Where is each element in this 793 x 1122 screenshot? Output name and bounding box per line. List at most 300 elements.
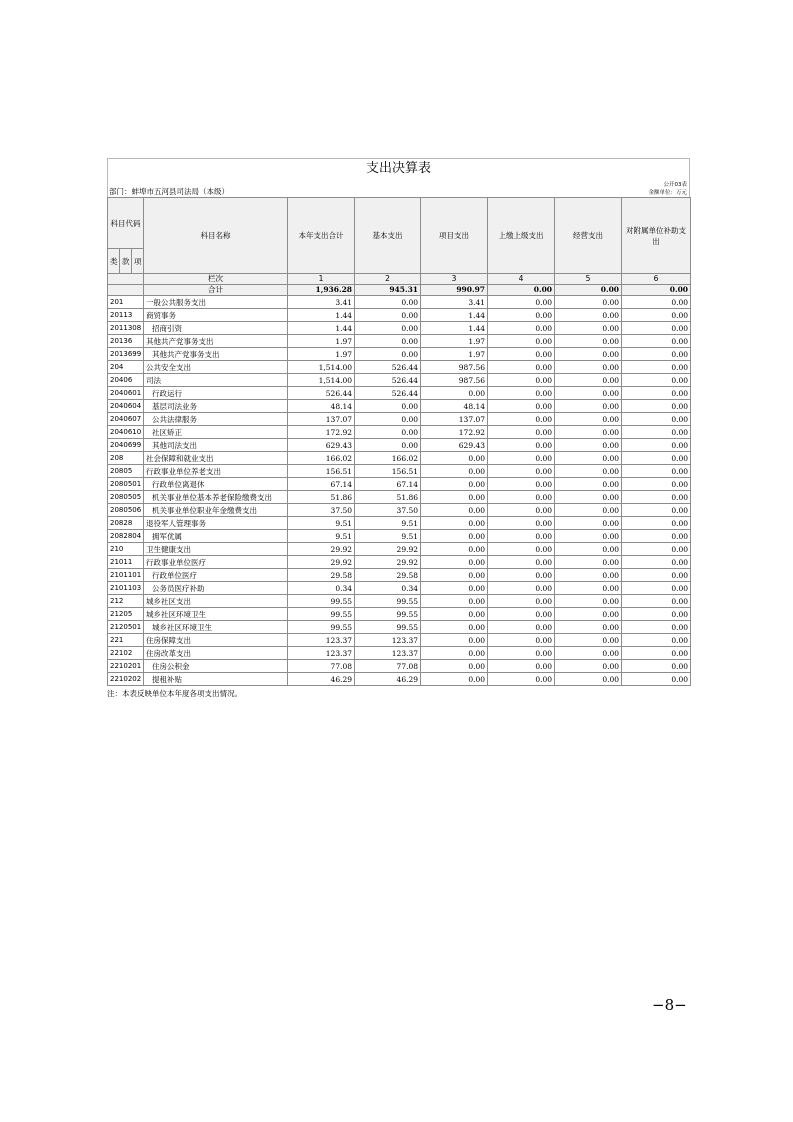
subject-name: 行政事业单位养老支出	[144, 465, 288, 478]
amount-cell: 0.00	[488, 465, 555, 478]
amount-cell: 0.00	[622, 504, 691, 517]
amount-cell: 526.44	[288, 387, 355, 400]
header-subsidy: 对附属单位补助支出	[622, 198, 691, 274]
amount-cell: 629.43	[421, 439, 488, 452]
amount-cell: 1.97	[288, 348, 355, 361]
amount-cell: 29.92	[355, 556, 421, 569]
amount-cell: 0.00	[355, 439, 421, 452]
amount-cell: 0.00	[622, 413, 691, 426]
subject-code: 2120501	[108, 621, 144, 634]
subject-code: 22102	[108, 647, 144, 660]
header-business: 经营支出	[555, 198, 622, 274]
amount-cell: 0.00	[488, 400, 555, 413]
subject-name: 行政运行	[144, 387, 288, 400]
amount-cell: 123.37	[288, 647, 355, 660]
amount-cell: 0.00	[555, 660, 622, 673]
amount-cell: 0.00	[488, 556, 555, 569]
form-number: 公开03表	[663, 182, 687, 188]
amount-cell: 0.00	[622, 595, 691, 608]
amount-cell: 123.37	[355, 634, 421, 647]
amount-cell: 29.58	[288, 569, 355, 582]
total-value: 0.00	[488, 285, 555, 296]
amount-cell: 0.00	[555, 530, 622, 543]
column-number: 6	[622, 274, 691, 285]
amount-cell: 48.14	[288, 400, 355, 413]
header-total: 本年支出合计	[288, 198, 355, 274]
amount-cell: 0.00	[622, 582, 691, 595]
page-number: −8−	[652, 996, 687, 1014]
amount-cell: 0.00	[421, 647, 488, 660]
subject-name: 住房公积金	[144, 660, 288, 673]
amount-cell: 1.44	[421, 309, 488, 322]
table-row	[108, 504, 691, 517]
amount-cell: 0.00	[488, 530, 555, 543]
amount-unit: 金额单位：万元	[648, 190, 687, 196]
amount-cell: 0.00	[355, 335, 421, 348]
amount-cell: 0.00	[555, 322, 622, 335]
amount-cell: 0.00	[622, 478, 691, 491]
amount-cell: 0.00	[488, 361, 555, 374]
amount-cell: 0.00	[488, 413, 555, 426]
subject-name: 提租补贴	[144, 673, 288, 686]
amount-cell: 0.00	[421, 478, 488, 491]
amount-cell: 0.00	[488, 543, 555, 556]
subject-code: 2080505	[108, 491, 144, 504]
amount-cell: 0.34	[355, 582, 421, 595]
subject-name: 其他共产党事务支出	[144, 348, 288, 361]
amount-cell: 166.02	[355, 452, 421, 465]
amount-cell: 0.00	[555, 309, 622, 322]
amount-cell: 99.55	[288, 608, 355, 621]
footnote: 注：本表反映单位本年度各项支出情况。	[107, 689, 242, 698]
table-row	[108, 621, 691, 634]
column-number: 5	[555, 274, 622, 285]
amount-cell: 987.56	[421, 374, 488, 387]
amount-cell: 1,514.00	[288, 374, 355, 387]
amount-cell: 0.00	[622, 608, 691, 621]
amount-cell: 0.00	[488, 491, 555, 504]
amount-cell: 0.00	[555, 543, 622, 556]
amount-cell: 1.44	[421, 322, 488, 335]
amount-cell: 3.41	[421, 296, 488, 309]
subject-code: 221	[108, 634, 144, 647]
amount-cell: 0.00	[622, 387, 691, 400]
amount-cell: 46.29	[355, 673, 421, 686]
amount-cell: 0.00	[488, 582, 555, 595]
subject-name: 司法	[144, 374, 288, 387]
amount-cell: 0.00	[555, 621, 622, 634]
amount-cell: 9.51	[288, 530, 355, 543]
amount-cell: 172.92	[421, 426, 488, 439]
total-value: 990.97	[421, 285, 488, 296]
amount-cell: 29.92	[355, 543, 421, 556]
expenditure-sheet	[107, 158, 690, 699]
subject-name: 其他共产党事务支出	[144, 335, 288, 348]
amount-cell: 0.34	[288, 582, 355, 595]
amount-cell: 137.07	[421, 413, 488, 426]
amount-cell: 0.00	[622, 621, 691, 634]
amount-cell: 0.00	[555, 647, 622, 660]
table-row	[108, 452, 691, 465]
amount-cell: 0.00	[488, 634, 555, 647]
amount-cell: 9.51	[355, 530, 421, 543]
subject-name: 其他司法支出	[144, 439, 288, 452]
subject-code: 21205	[108, 608, 144, 621]
subject-name: 行政事业单位医疗	[144, 556, 288, 569]
subject-code: 2013699	[108, 348, 144, 361]
column-number: 1	[288, 274, 355, 285]
amount-cell: 0.00	[355, 426, 421, 439]
amount-cell: 0.00	[555, 348, 622, 361]
amount-cell: 0.00	[488, 387, 555, 400]
subject-code: 20406	[108, 374, 144, 387]
subject-code: 20828	[108, 517, 144, 530]
amount-cell: 0.00	[488, 439, 555, 452]
subject-name: 一般公共服务支出	[144, 296, 288, 309]
amount-cell: 123.37	[355, 647, 421, 660]
amount-cell: 0.00	[421, 621, 488, 634]
subject-code: 204	[108, 361, 144, 374]
amount-cell: 0.00	[488, 504, 555, 517]
amount-cell: 0.00	[421, 556, 488, 569]
total-value: 0.00	[555, 285, 622, 296]
amount-cell: 0.00	[555, 478, 622, 491]
amount-cell: 629.43	[288, 439, 355, 452]
amount-cell: 0.00	[421, 530, 488, 543]
amount-cell: 0.00	[555, 400, 622, 413]
amount-cell: 99.55	[355, 608, 421, 621]
subject-name: 公共法律服务	[144, 413, 288, 426]
amount-cell: 0.00	[488, 647, 555, 660]
amount-cell: 0.00	[622, 634, 691, 647]
amount-cell: 0.00	[355, 322, 421, 335]
amount-cell: 0.00	[555, 413, 622, 426]
amount-cell: 1.97	[421, 335, 488, 348]
amount-cell: 0.00	[488, 621, 555, 634]
subject-name: 城乡社区支出	[144, 595, 288, 608]
amount-cell: 0.00	[555, 504, 622, 517]
amount-cell: 0.00	[421, 387, 488, 400]
subject-name: 城乡社区环境卫生	[144, 608, 288, 621]
table-row	[108, 335, 691, 348]
amount-cell: 0.00	[421, 504, 488, 517]
amount-cell: 526.44	[355, 361, 421, 374]
table-row	[108, 309, 691, 322]
table-row	[108, 374, 691, 387]
amount-cell: 0.00	[488, 322, 555, 335]
amount-cell: 46.29	[288, 673, 355, 686]
amount-cell: 1.44	[288, 309, 355, 322]
amount-cell: 0.00	[622, 309, 691, 322]
amount-cell: 99.55	[355, 621, 421, 634]
amount-cell: 0.00	[421, 452, 488, 465]
table-row	[108, 530, 691, 543]
total-value: 0.00	[622, 285, 691, 296]
amount-cell: 0.00	[421, 582, 488, 595]
subject-name: 城乡社区环境卫生	[144, 621, 288, 634]
amount-cell: 0.00	[421, 673, 488, 686]
amount-cell: 0.00	[555, 608, 622, 621]
amount-cell: 0.00	[355, 296, 421, 309]
subject-name: 社会保障和就业支出	[144, 452, 288, 465]
column-number: 4	[488, 274, 555, 285]
amount-cell: 67.14	[288, 478, 355, 491]
amount-cell: 0.00	[622, 543, 691, 556]
amount-cell: 0.00	[555, 335, 622, 348]
table-row	[108, 361, 691, 374]
subject-code: 20113	[108, 309, 144, 322]
amount-cell: 0.00	[488, 517, 555, 530]
amount-cell: 0.00	[622, 517, 691, 530]
table-row	[108, 400, 691, 413]
amount-cell: 37.50	[288, 504, 355, 517]
amount-cell: 0.00	[421, 608, 488, 621]
amount-cell: 29.92	[288, 543, 355, 556]
amount-cell: 0.00	[355, 413, 421, 426]
subject-code: 2210201	[108, 660, 144, 673]
table-row	[108, 517, 691, 530]
column-number: 2	[355, 274, 421, 285]
subject-code: 21011	[108, 556, 144, 569]
amount-cell: 0.00	[488, 478, 555, 491]
header-project: 项目支出	[421, 198, 488, 274]
amount-cell: 0.00	[555, 374, 622, 387]
amount-cell: 0.00	[421, 569, 488, 582]
subject-name: 机关事业单位职业年金缴费支出	[144, 504, 288, 517]
subject-name: 行政单位离退休	[144, 478, 288, 491]
amount-cell: 99.55	[355, 595, 421, 608]
amount-cell: 137.07	[288, 413, 355, 426]
subject-code: 20805	[108, 465, 144, 478]
amount-cell: 0.00	[555, 673, 622, 686]
subject-name: 住房保障支出	[144, 634, 288, 647]
subject-name: 机关事业单位基本养老保险缴费支出	[144, 491, 288, 504]
amount-cell: 0.00	[622, 556, 691, 569]
amount-cell: 0.00	[555, 296, 622, 309]
table-row	[108, 673, 691, 686]
amount-cell: 0.00	[488, 673, 555, 686]
subject-name: 行政单位医疗	[144, 569, 288, 582]
amount-cell: 0.00	[555, 595, 622, 608]
amount-cell: 0.00	[555, 634, 622, 647]
amount-cell: 0.00	[622, 673, 691, 686]
subject-code: 2040610	[108, 426, 144, 439]
amount-cell: 0.00	[622, 465, 691, 478]
amount-cell: 1,514.00	[288, 361, 355, 374]
table-row	[108, 387, 691, 400]
amount-cell: 1.97	[288, 335, 355, 348]
total-value: 1,936.28	[288, 285, 355, 296]
amount-cell: 0.00	[622, 322, 691, 335]
table-row	[108, 413, 691, 426]
amount-cell: 0.00	[622, 530, 691, 543]
table-row	[108, 322, 691, 335]
amount-cell: 0.00	[622, 439, 691, 452]
amount-cell: 0.00	[555, 361, 622, 374]
amount-cell: 0.00	[421, 543, 488, 556]
amount-cell: 48.14	[421, 400, 488, 413]
amount-cell: 0.00	[622, 348, 691, 361]
amount-cell: 0.00	[555, 439, 622, 452]
amount-cell: 29.92	[288, 556, 355, 569]
amount-cell: 0.00	[355, 400, 421, 413]
amount-cell: 0.00	[622, 660, 691, 673]
subject-code: 201	[108, 296, 144, 309]
amount-cell: 0.00	[488, 309, 555, 322]
meta-row	[107, 179, 690, 197]
total-value: 945.31	[355, 285, 421, 296]
table-row	[108, 439, 691, 452]
amount-cell: 99.55	[288, 595, 355, 608]
table-row	[108, 478, 691, 491]
subject-code: 2101103	[108, 582, 144, 595]
amount-cell: 0.00	[421, 517, 488, 530]
subject-name: 卫生健康支出	[144, 543, 288, 556]
amount-cell: 0.00	[622, 296, 691, 309]
table-row	[108, 660, 691, 673]
subject-name: 拥军优属	[144, 530, 288, 543]
amount-cell: 0.00	[622, 374, 691, 387]
table-row	[108, 465, 691, 478]
amount-cell: 0.00	[355, 348, 421, 361]
amount-cell: 0.00	[355, 309, 421, 322]
table-row	[108, 426, 691, 439]
subject-code: 2082804	[108, 530, 144, 543]
amount-cell: 987.56	[421, 361, 488, 374]
table-row	[108, 543, 691, 556]
header-kuan: 款	[120, 249, 132, 274]
amount-cell: 123.37	[288, 634, 355, 647]
subject-name: 招商引资	[144, 322, 288, 335]
table-row	[108, 608, 691, 621]
amount-cell: 29.58	[355, 569, 421, 582]
amount-cell: 0.00	[555, 556, 622, 569]
subject-name: 退役军人管理事务	[144, 517, 288, 530]
table-row	[108, 569, 691, 582]
subject-code: 2101101	[108, 569, 144, 582]
subject-code: 2080506	[108, 504, 144, 517]
subject-code: 2011308	[108, 322, 144, 335]
column-number-label: 栏次	[144, 274, 288, 285]
table-row	[108, 491, 691, 504]
amount-cell: 0.00	[555, 582, 622, 595]
amount-cell: 0.00	[488, 348, 555, 361]
table-row	[108, 634, 691, 647]
amount-cell: 0.00	[622, 361, 691, 374]
amount-cell: 172.92	[288, 426, 355, 439]
department-label: 部门：蚌埠市五河县司法局（本级）	[109, 187, 229, 196]
subject-code: 2040601	[108, 387, 144, 400]
amount-cell: 0.00	[421, 491, 488, 504]
header-basic: 基本支出	[355, 198, 421, 274]
table-row	[108, 647, 691, 660]
header-name: 科目名称	[144, 198, 288, 274]
amount-cell: 0.00	[622, 335, 691, 348]
column-number: 3	[421, 274, 488, 285]
amount-cell: 0.00	[555, 426, 622, 439]
expenditure-table	[107, 197, 691, 686]
amount-cell: 0.00	[488, 426, 555, 439]
amount-cell: 0.00	[488, 374, 555, 387]
total-row	[108, 285, 691, 296]
subject-name: 住房改革支出	[144, 647, 288, 660]
header-upper: 上缴上级支出	[488, 198, 555, 274]
subject-code: 20136	[108, 335, 144, 348]
subject-name: 公务员医疗补助	[144, 582, 288, 595]
subject-name: 商贸事务	[144, 309, 288, 322]
amount-cell: 0.00	[488, 660, 555, 673]
table-row	[108, 582, 691, 595]
amount-cell: 0.00	[488, 296, 555, 309]
amount-cell: 0.00	[421, 595, 488, 608]
amount-cell: 0.00	[555, 569, 622, 582]
amount-cell: 37.50	[355, 504, 421, 517]
header-lei: 类	[108, 249, 120, 274]
amount-cell: 156.51	[288, 465, 355, 478]
subject-code: 208	[108, 452, 144, 465]
amount-cell: 0.00	[488, 595, 555, 608]
amount-cell: 0.00	[622, 647, 691, 660]
subject-name: 社区矫正	[144, 426, 288, 439]
amount-cell: 0.00	[555, 517, 622, 530]
amount-cell: 0.00	[555, 491, 622, 504]
amount-cell: 0.00	[488, 452, 555, 465]
amount-cell: 0.00	[421, 660, 488, 673]
amount-cell: 0.00	[421, 634, 488, 647]
amount-cell: 77.08	[288, 660, 355, 673]
subject-name: 基层司法业务	[144, 400, 288, 413]
subject-code: 2210202	[108, 673, 144, 686]
subject-code: 2040607	[108, 413, 144, 426]
amount-cell: 526.44	[355, 387, 421, 400]
header-code: 科目代码	[108, 198, 144, 249]
amount-cell: 51.86	[355, 491, 421, 504]
subject-name: 公共安全支出	[144, 361, 288, 374]
subject-code: 212	[108, 595, 144, 608]
amount-cell: 0.00	[488, 335, 555, 348]
amount-cell: 156.51	[355, 465, 421, 478]
amount-cell: 99.55	[288, 621, 355, 634]
header-xiang: 项	[132, 249, 144, 274]
amount-cell: 9.51	[288, 517, 355, 530]
amount-cell: 0.00	[622, 569, 691, 582]
subject-code: 2040699	[108, 439, 144, 452]
subject-code: 2080501	[108, 478, 144, 491]
subject-code: 2040604	[108, 400, 144, 413]
amount-cell: 1.97	[421, 348, 488, 361]
amount-cell: 0.00	[555, 387, 622, 400]
amount-cell: 0.00	[488, 608, 555, 621]
table-row	[108, 348, 691, 361]
amount-cell: 1.44	[288, 322, 355, 335]
amount-cell: 166.02	[288, 452, 355, 465]
amount-cell: 77.08	[355, 660, 421, 673]
subject-code: 210	[108, 543, 144, 556]
column-number-row	[108, 274, 691, 285]
amount-cell: 0.00	[555, 465, 622, 478]
table-row	[108, 296, 691, 309]
amount-cell: 0.00	[622, 452, 691, 465]
amount-cell: 0.00	[622, 426, 691, 439]
amount-cell: 0.00	[622, 491, 691, 504]
amount-cell: 0.00	[555, 452, 622, 465]
amount-cell: 67.14	[355, 478, 421, 491]
table-title: 支出决算表	[107, 158, 690, 179]
total-label: 合计	[144, 285, 288, 296]
amount-cell: 9.51	[355, 517, 421, 530]
amount-cell: 3.41	[288, 296, 355, 309]
amount-cell: 0.00	[421, 465, 488, 478]
